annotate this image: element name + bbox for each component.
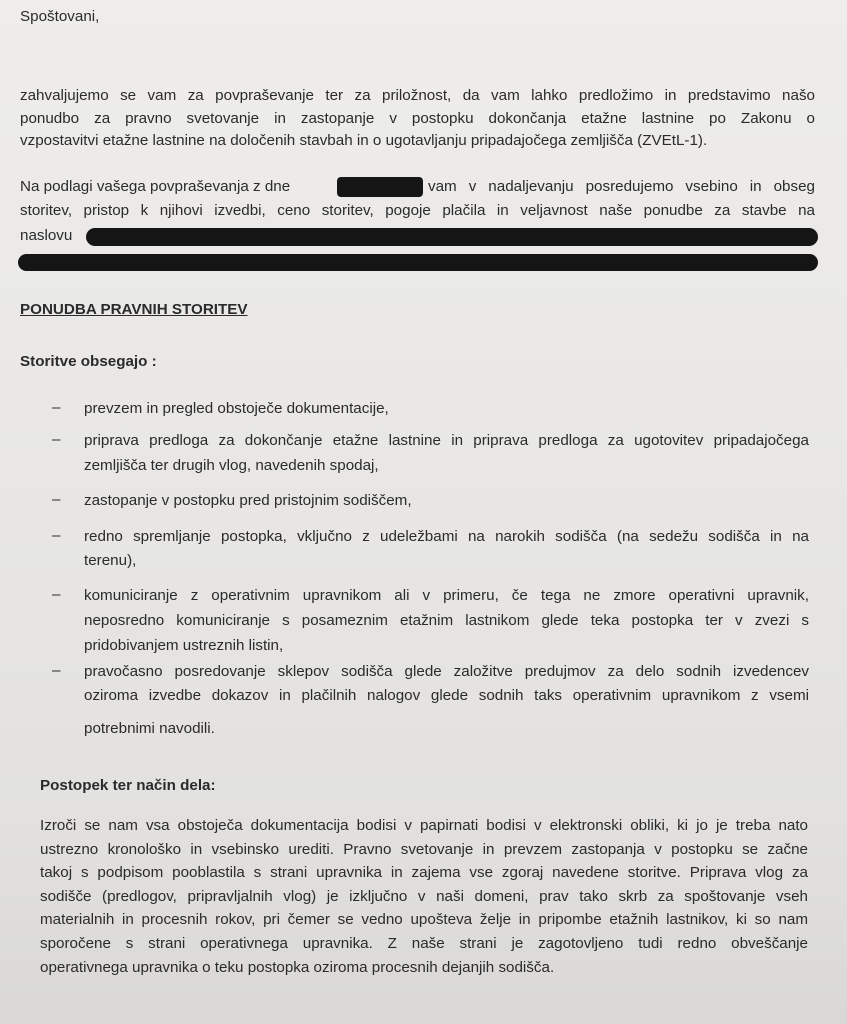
text-line: sporočene s strani operativnega upravnika. Z naše strani je zagotovljeno tudi redno obveščanje: [40, 935, 808, 952]
section-heading: PONUDBA PRAVNIH STORITEV: [20, 301, 248, 318]
text-line: Na podlagi vašega povpraševanja z dne: [20, 178, 291, 195]
list-dash: –: [52, 662, 61, 679]
list-item-line: zemljišča ter drugih vlog, navedenih spodaj,: [84, 457, 379, 474]
list-item-line: prevzem in pregled obstoječe dokumentacije,: [84, 400, 389, 417]
redacted-date: [337, 177, 423, 197]
list-dash: –: [52, 431, 61, 448]
list-item-line: neposredno komuniciranje s posameznim etažnim lastnikom glede teka postopka ter v zvezi s: [84, 612, 809, 629]
text-line: vzpostavitvi etažne lastnine na določenih stavbah in o ugotavljanju pripadajočega zemljišča (ZVEtL-1).: [20, 132, 708, 149]
text-line: ponudbo za pravno svetovanje in zastopanje v postopku dokončanja etažne lastnine po Zakonu o: [20, 110, 815, 127]
list-item-line: pridobivanjem ustreznih listin,: [84, 637, 284, 654]
text-line: materialnih in procesnih rokov, pri čemer se vedno upošteva želje in pripombe etažnih lastnikov, ki so nam: [40, 911, 808, 929]
text-line: naslovu: [20, 227, 73, 244]
subheading: Storitve obsegajo :: [20, 353, 157, 370]
text-line: sodišče (predlogov, pripravljalnih vlog) je izključno v naši domeni, prav tako skrb za spoštovanje vseh: [40, 887, 808, 905]
section2-heading: Postopek ter način dela:: [40, 777, 216, 794]
text-line: vam v nadaljevanju posredujemo vsebino in obseg: [428, 178, 815, 195]
list-dash: –: [52, 399, 61, 416]
list-dash: –: [52, 527, 61, 544]
text-line: zahvaljujemo se vam za povpraševanje ter za priložnost, da vam lahko predložimo in predstavimo našo: [20, 87, 815, 104]
list-item-line: potrebnimi navodili.: [84, 720, 215, 737]
list-item-line: terenu),: [84, 552, 137, 569]
text-line: storitev, pristop k njihovi izvedbi, ceno storitev, pogoje plačila in veljavnost naše ponudbe za stavbe na: [20, 202, 815, 219]
list-dash: –: [52, 586, 61, 603]
text-line: ustrezno kronološko in vsebinsko urediti. Pravno svetovanje in prevzem zastopanja v postopku se začne: [40, 840, 808, 858]
list-item-line: komuniciranje z operativnim upravnikom ali v primeru, če tega ne zmore operativni upravnik,: [84, 587, 809, 604]
list-item-line: redno spremljanje postopka, vključno z udeležbami na narokih sodišča (na sedežu sodišča in na: [84, 528, 809, 545]
list-dash: –: [52, 491, 61, 508]
list-item-line: zastopanje v postopku pred pristojnim sodiščem,: [84, 492, 412, 509]
list-item-line: pravočasno posredovanje sklepov sodišča glede založitve predujmov za delo sodnih izvedencev: [84, 663, 809, 680]
text-line: takoj s podpisom pooblastila s strani upravnika in zajema vse zgoraj navedene storitve. Priprava vlog za: [40, 864, 808, 882]
list-item-line: oziroma izvedbe dokazov in plačilnih nalogov glede sodnih taks operativnim upravnikom z vsemi: [84, 687, 809, 704]
redacted-address: [86, 228, 818, 246]
text-line: Izroči se nam vsa obstoječa dokumentacija bodisi v papirnati bodisi v elektronski obliki, ki jo je treba nato: [40, 817, 808, 834]
greeting: Spoštovani,: [20, 8, 100, 25]
list-item-line: priprava predloga za dokončanje etažne lastnine in priprava predloga za ugotovitev pripadajočega: [84, 432, 809, 449]
redacted-address-line: [18, 254, 818, 271]
text-line: operativnega upravnika o teku postopka oziroma procesnih dejanjih sodišča.: [40, 958, 555, 976]
